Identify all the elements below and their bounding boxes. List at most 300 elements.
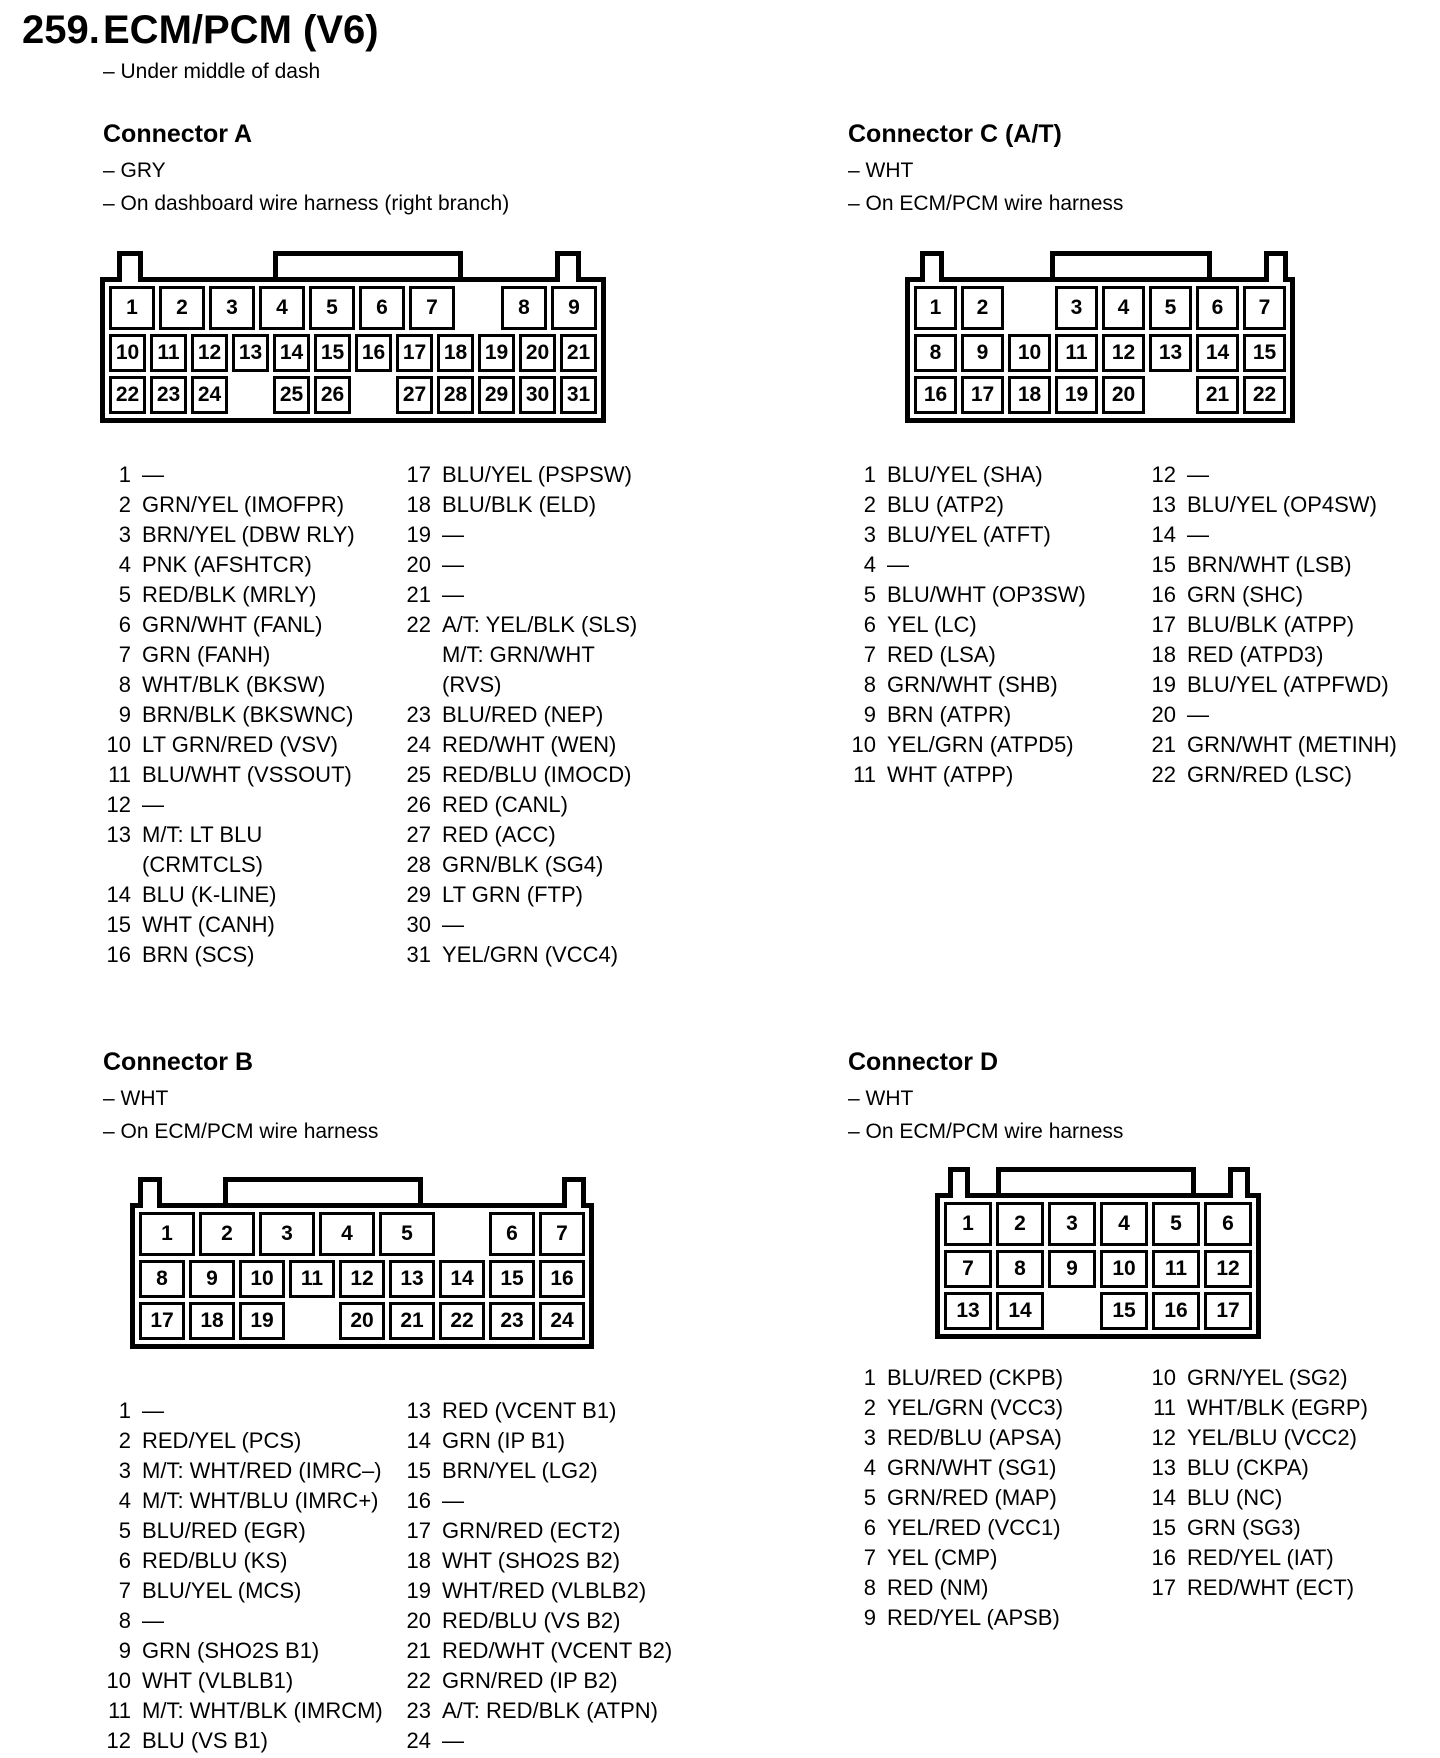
pin-wire-label: BRN/YEL (DBW RLY) xyxy=(142,522,355,547)
pin-wire-label: RED (ACC) xyxy=(442,822,556,847)
pin-wire-label: — xyxy=(442,582,464,607)
pin-wire-label: RED/WHT (ECT) xyxy=(1187,1575,1355,1600)
pin-entry-26 xyxy=(403,790,637,820)
connector-d-diagram xyxy=(935,1193,1261,1339)
location-note: – Under middle of dash xyxy=(103,60,321,83)
pin-entry-3 xyxy=(848,1423,1148,1453)
pin-cell-3: 3 xyxy=(209,286,255,330)
connector-b-outline xyxy=(130,1203,594,1349)
pin-entry-27 xyxy=(403,820,637,850)
pin-cell-16: 16 xyxy=(355,334,392,372)
pin-cell-18: 18 xyxy=(189,1302,235,1340)
pin-wire-label: GRN (FANH) xyxy=(142,642,271,667)
pin-cell-9: 9 xyxy=(961,334,1004,372)
pin-entry-18 xyxy=(403,1546,672,1576)
pin-entry-30 xyxy=(403,910,637,940)
pin-cell-3: 3 xyxy=(1055,286,1098,330)
pin-entry-12 xyxy=(103,1726,403,1756)
pin-cell-23: 23 xyxy=(150,376,187,414)
pin-wire-label: PNK (AFSHTCR) xyxy=(142,552,312,577)
pin-gap xyxy=(1149,376,1192,414)
pin-number: 1 xyxy=(118,1398,131,1423)
pin-number: 3 xyxy=(863,522,876,547)
pin-entry-14 xyxy=(403,1426,672,1456)
pin-cell-20: 20 xyxy=(339,1302,385,1340)
pin-cell-1: 1 xyxy=(109,286,155,330)
connector-harness-note: – On ECM/PCM wire harness xyxy=(848,1120,1124,1143)
pin-entry-8 xyxy=(103,1606,403,1636)
pin-wire-label: BLU/YEL (ATFT) xyxy=(887,522,1051,547)
pin-number: 23 xyxy=(406,702,431,727)
keying-notch-left xyxy=(117,251,143,282)
pin-number: 4 xyxy=(118,552,131,577)
pin-entry-4 xyxy=(103,1486,403,1516)
pin-cell-10: 10 xyxy=(1100,1250,1148,1288)
pin-number: 9 xyxy=(863,702,876,727)
pin-number: 1 xyxy=(118,462,131,487)
pin-cell-11: 11 xyxy=(150,334,187,372)
pin-wire-label: BLU/BLK (ATPP) xyxy=(1187,612,1355,637)
pin-wire-label: BLU/YEL (MCS) xyxy=(142,1578,302,1603)
pin-gap xyxy=(439,1212,485,1256)
pin-wire-label: M/T: WHT/BLK (IMRCM) xyxy=(142,1698,383,1723)
connector-a-notes xyxy=(103,159,688,216)
pin-wire-label: GRN/WHT (METINH) xyxy=(1187,732,1397,757)
pin-grid-row xyxy=(139,1260,585,1298)
pin-number: 9 xyxy=(118,1638,131,1663)
pin-wire-label: LT GRN (FTP) xyxy=(442,882,583,907)
pin-cell-5: 5 xyxy=(379,1212,435,1256)
pin-cell-15: 15 xyxy=(1243,334,1286,372)
pin-entry-17 xyxy=(403,460,637,490)
connector-a-heading: Connector A xyxy=(103,120,253,148)
pin-entry-14 xyxy=(103,880,403,910)
pin-entry-21 xyxy=(403,1636,672,1666)
pin-number: 8 xyxy=(118,672,131,697)
pin-number: 7 xyxy=(863,1545,876,1570)
pin-number: 2 xyxy=(118,492,131,517)
pin-cell-13: 13 xyxy=(1149,334,1192,372)
pin-cell-15: 15 xyxy=(1100,1292,1148,1330)
pin-entry-7 xyxy=(848,1543,1148,1573)
pin-number: 24 xyxy=(406,1728,431,1753)
pin-number: 7 xyxy=(118,642,131,667)
pin-number: 17 xyxy=(406,1518,431,1543)
pin-number: 18 xyxy=(406,1548,431,1573)
pin-cell-10: 10 xyxy=(239,1260,285,1298)
connector-c-section xyxy=(848,120,1433,787)
pin-grid xyxy=(139,1212,585,1340)
pin-cell-15: 15 xyxy=(489,1260,535,1298)
pin-cell-17: 17 xyxy=(961,376,1004,414)
pin-entry-10 xyxy=(103,1666,403,1696)
connector-c-notes xyxy=(848,159,1433,216)
pin-wire-label: M/T: LT BLU (CRMTCLS) xyxy=(142,822,263,877)
pin-cell-4: 4 xyxy=(1100,1202,1148,1246)
pin-number: 9 xyxy=(863,1605,876,1630)
pin-number: 27 xyxy=(406,822,431,847)
pin-wire-label: BRN (ATPR) xyxy=(887,702,1012,727)
pin-entry-16 xyxy=(403,1486,672,1516)
pin-grid-row xyxy=(109,286,597,330)
pin-cell-17: 17 xyxy=(1204,1292,1252,1330)
pin-wire-label: RED/BLU (VS B2) xyxy=(442,1608,621,1633)
pin-number: 2 xyxy=(863,1395,876,1420)
pin-entry-9 xyxy=(103,700,403,730)
pin-cell-14: 14 xyxy=(996,1292,1044,1330)
pin-entry-8 xyxy=(848,1573,1148,1603)
connector-color-note: – WHT xyxy=(848,159,914,182)
pin-entry-5 xyxy=(848,580,1148,610)
pin-number: 16 xyxy=(1151,582,1176,607)
pin-number: 16 xyxy=(106,942,131,967)
pin-entry-1 xyxy=(103,1396,403,1426)
pin-entry-8 xyxy=(848,670,1148,700)
pin-wire-label: WHT/BLK (EGRP) xyxy=(1187,1395,1368,1420)
pin-number: 3 xyxy=(118,522,131,547)
pin-number: 19 xyxy=(406,522,431,547)
pin-entry-22 xyxy=(403,610,637,700)
pin-entry-9 xyxy=(848,700,1148,730)
pin-grid-row xyxy=(109,376,597,414)
pin-number: 15 xyxy=(1151,552,1176,577)
pin-entry-9 xyxy=(848,1603,1148,1633)
pin-grid-row xyxy=(139,1302,585,1340)
pin-entry-15 xyxy=(103,910,403,940)
pin-entry-20 xyxy=(403,550,637,580)
connector-harness-note: – On dashboard wire harness (right branch) xyxy=(103,192,510,215)
pin-entry-25 xyxy=(403,760,637,790)
pin-entry-6 xyxy=(848,1513,1148,1543)
pin-cell-5: 5 xyxy=(1152,1202,1200,1246)
pin-wire-label: BRN/YEL (LG2) xyxy=(442,1458,598,1483)
pin-wire-label: — xyxy=(1187,462,1209,487)
pin-wire-label: GRN (SHO2S B1) xyxy=(142,1638,320,1663)
pin-entry-13 xyxy=(403,1396,672,1426)
pin-number: 15 xyxy=(1151,1515,1176,1540)
pin-wire-label: RED (VCENT B1) xyxy=(442,1398,617,1423)
pin-cell-21: 21 xyxy=(389,1302,435,1340)
pin-number: 28 xyxy=(406,852,431,877)
pin-wire-label: WHT (SHO2S B2) xyxy=(442,1548,621,1573)
pin-cell-2: 2 xyxy=(199,1212,255,1256)
pin-number: 11 xyxy=(853,762,876,787)
pin-entry-13 xyxy=(1148,1453,1368,1483)
pin-cell-9: 9 xyxy=(551,286,597,330)
pin-entry-1 xyxy=(848,460,1148,490)
pin-cell-2: 2 xyxy=(159,286,205,330)
pin-cell-8: 8 xyxy=(501,286,547,330)
pin-number: 22 xyxy=(406,1668,431,1693)
pin-entry-6 xyxy=(103,1546,403,1576)
connector-harness-note: – On ECM/PCM wire harness xyxy=(103,1120,379,1143)
pin-cell-6: 6 xyxy=(1196,286,1239,330)
pin-wire-label: RED/BLK (MRLY) xyxy=(142,582,317,607)
pin-number: 3 xyxy=(863,1425,876,1450)
pin-wire-label: WHT (CANH) xyxy=(142,912,275,937)
pin-cell-22: 22 xyxy=(1243,376,1286,414)
pin-cell-5: 5 xyxy=(309,286,355,330)
keying-notch-right xyxy=(1228,1167,1250,1198)
pin-cell-20: 20 xyxy=(1102,376,1145,414)
pin-wire-label: RED/WHT (VCENT B2) xyxy=(442,1638,673,1663)
pin-grid-row xyxy=(914,376,1286,414)
pin-wire-label: A/T: RED/BLK (ATPN) xyxy=(442,1698,658,1723)
pin-number: 19 xyxy=(406,1578,431,1603)
pin-entry-17 xyxy=(1148,1573,1368,1603)
pin-number: 10 xyxy=(106,732,131,757)
pin-wire-label: YEL (CMP) xyxy=(887,1545,998,1570)
pin-entry-11 xyxy=(848,760,1148,790)
pin-wire-label: GRN (SG3) xyxy=(1187,1515,1301,1540)
pin-grid xyxy=(944,1202,1252,1330)
pin-entry-19 xyxy=(403,520,637,550)
pin-number: 13 xyxy=(1151,492,1176,517)
pin-wire-label: — xyxy=(442,552,464,577)
pin-number: 6 xyxy=(118,1548,131,1573)
pin-number: 20 xyxy=(406,552,431,577)
pin-cell-7: 7 xyxy=(944,1250,992,1288)
pin-entry-17 xyxy=(1148,610,1397,640)
pin-number: 13 xyxy=(406,1398,431,1423)
connector-c-heading: Connector C (A/T) xyxy=(848,120,1062,148)
page-title xyxy=(22,8,379,53)
pin-entry-31 xyxy=(403,940,637,970)
pin-list-left xyxy=(848,460,1148,790)
pin-entry-16 xyxy=(1148,1543,1368,1573)
pin-gap xyxy=(289,1302,335,1340)
pin-cell-4: 4 xyxy=(259,286,305,330)
pin-number: 20 xyxy=(1151,702,1176,727)
keying-notch-left xyxy=(138,1177,162,1208)
pin-entry-10 xyxy=(103,730,403,760)
pin-wire-label: RED/WHT (WEN) xyxy=(442,732,617,757)
pin-cell-22: 22 xyxy=(439,1302,485,1340)
pin-list-right xyxy=(403,460,637,970)
pin-number: 9 xyxy=(118,702,131,727)
pin-entry-19 xyxy=(403,1576,672,1606)
pin-cell-18: 18 xyxy=(1008,376,1051,414)
pin-wire-label: BLU/WHT (VSSOUT) xyxy=(142,762,352,787)
keying-notch-right xyxy=(555,251,581,282)
pin-entry-1 xyxy=(103,460,403,490)
pin-grid-row xyxy=(914,286,1286,330)
pin-number: 14 xyxy=(1151,522,1176,547)
connector-color-note: – WHT xyxy=(103,1087,169,1110)
pin-wire-label: — xyxy=(442,1728,464,1753)
pin-cell-13: 13 xyxy=(232,334,269,372)
pin-entry-6 xyxy=(848,610,1148,640)
pin-cell-12: 12 xyxy=(1204,1250,1252,1288)
pin-number: 6 xyxy=(118,612,131,637)
connector-b-diagram xyxy=(130,1203,594,1349)
pin-cell-9: 9 xyxy=(189,1260,235,1298)
pin-entry-10 xyxy=(1148,1363,1368,1393)
pin-grid-row xyxy=(944,1292,1252,1330)
pin-cell-12: 12 xyxy=(1102,334,1145,372)
pin-cell-5: 5 xyxy=(1149,286,1192,330)
pin-entry-12 xyxy=(1148,460,1397,490)
pin-list-right xyxy=(1148,1363,1368,1633)
pin-entry-7 xyxy=(848,640,1148,670)
pin-number: 8 xyxy=(863,1575,876,1600)
pin-entry-20 xyxy=(403,1606,672,1636)
keying-notch-right xyxy=(562,1177,586,1208)
pin-cell-4: 4 xyxy=(319,1212,375,1256)
pin-wire-label: GRN/RED (IP B2) xyxy=(442,1668,618,1693)
pin-cell-22: 22 xyxy=(109,376,146,414)
pin-number: 5 xyxy=(118,1518,131,1543)
pin-number: 14 xyxy=(1151,1485,1176,1510)
pin-wire-label: BLU/RED (NEP) xyxy=(442,702,604,727)
pin-cell-11: 11 xyxy=(1152,1250,1200,1288)
pin-wire-label: — xyxy=(442,912,464,937)
connector-d-notes xyxy=(848,1087,1433,1144)
pin-cell-9: 9 xyxy=(1048,1250,1096,1288)
pin-entry-21 xyxy=(403,580,637,610)
pin-number: 5 xyxy=(863,582,876,607)
pin-wire-label: BLU/YEL (PSPSW) xyxy=(442,462,632,487)
pin-wire-label: WHT (ATPP) xyxy=(887,762,1014,787)
pin-wire-label: BLU/YEL (OP4SW) xyxy=(1187,492,1377,517)
pin-cell-14: 14 xyxy=(273,334,310,372)
pin-wire-label: RED/BLU (IMOCD) xyxy=(442,762,632,787)
connector-b-heading: Connector B xyxy=(103,1048,253,1076)
pin-number: 16 xyxy=(1151,1545,1176,1570)
pin-entry-13 xyxy=(103,820,403,880)
pin-cell-2: 2 xyxy=(961,286,1004,330)
pin-cell-19: 19 xyxy=(478,334,515,372)
pin-wire-label: GRN (SHC) xyxy=(1187,582,1304,607)
pin-number: 19 xyxy=(1151,672,1176,697)
pin-list-right xyxy=(1148,460,1397,790)
pin-wire-label: — xyxy=(442,522,464,547)
connector-c-diagram xyxy=(905,277,1295,423)
pin-entry-10 xyxy=(848,730,1148,760)
pin-cell-23: 23 xyxy=(489,1302,535,1340)
pin-cell-16: 16 xyxy=(1152,1292,1200,1330)
pin-number: 1 xyxy=(863,462,876,487)
pin-entry-2 xyxy=(103,490,403,520)
pin-wire-label: GRN/WHT (FANL) xyxy=(142,612,323,637)
pin-entry-14 xyxy=(1148,1483,1368,1513)
pin-entry-18 xyxy=(1148,640,1397,670)
pin-wire-label: WHT/BLK (BKSW) xyxy=(142,672,326,697)
pin-wire-label: — xyxy=(1187,522,1209,547)
pin-entry-23 xyxy=(403,700,637,730)
pin-wire-label: BLU (NC) xyxy=(1187,1485,1283,1510)
pin-number: 12 xyxy=(106,1728,131,1753)
pin-wire-label: RED/YEL (IAT) xyxy=(1187,1545,1334,1570)
pin-cell-20: 20 xyxy=(519,334,556,372)
pin-number: 17 xyxy=(406,462,431,487)
pin-number: 2 xyxy=(863,492,876,517)
pin-number: 11 xyxy=(1153,1395,1176,1420)
pin-wire-label: BLU (VS B1) xyxy=(142,1728,268,1753)
pin-entry-3 xyxy=(848,520,1148,550)
pin-number: 6 xyxy=(863,1515,876,1540)
pin-number: 4 xyxy=(118,1488,131,1513)
pin-number: 20 xyxy=(406,1608,431,1633)
pin-number: 12 xyxy=(1151,1425,1176,1450)
pin-cell-26: 26 xyxy=(314,376,351,414)
pin-wire-label: — xyxy=(142,1608,164,1633)
pin-grid-row xyxy=(109,334,597,372)
pin-number: 18 xyxy=(406,492,431,517)
pin-wire-label: BLU/WHT (OP3SW) xyxy=(887,582,1086,607)
pin-wire-label: — xyxy=(142,792,164,817)
pin-number: 15 xyxy=(106,912,131,937)
pin-cell-3: 3 xyxy=(259,1212,315,1256)
pin-wire-label: — xyxy=(142,462,164,487)
pin-number: 7 xyxy=(863,642,876,667)
connector-a-pin-list xyxy=(103,460,637,970)
connector-harness-note: – On ECM/PCM wire harness xyxy=(848,192,1124,215)
pin-wire-label: YEL/GRN (VCC3) xyxy=(887,1395,1064,1420)
pin-wire-label: RED (ATPD3) xyxy=(1187,642,1324,667)
pin-number: 7 xyxy=(118,1578,131,1603)
pin-wire-label: GRN/RED (MAP) xyxy=(887,1485,1057,1510)
pin-cell-11: 11 xyxy=(289,1260,335,1298)
pin-number: 12 xyxy=(106,792,131,817)
pin-cell-8: 8 xyxy=(914,334,957,372)
pin-entry-5 xyxy=(848,1483,1148,1513)
pin-wire-label: YEL/BLU (VCC2) xyxy=(1187,1425,1357,1450)
pin-cell-8: 8 xyxy=(139,1260,185,1298)
keying-bridge xyxy=(223,1177,423,1203)
pin-cell-28: 28 xyxy=(437,376,474,414)
pin-entry-22 xyxy=(1148,760,1397,790)
pin-number: 25 xyxy=(406,762,431,787)
pin-number: 21 xyxy=(406,582,431,607)
pin-wire-label: BLU/BLK (ELD) xyxy=(442,492,597,517)
pin-entry-5 xyxy=(103,1516,403,1546)
pin-cell-6: 6 xyxy=(489,1212,535,1256)
pin-entry-24 xyxy=(403,1726,672,1756)
pin-number: 2 xyxy=(118,1428,131,1453)
pin-wire-label: BRN (SCS) xyxy=(142,942,255,967)
pin-entry-2 xyxy=(103,1426,403,1456)
pin-cell-1: 1 xyxy=(139,1212,195,1256)
connector-b-notes xyxy=(103,1087,688,1144)
connector-b-pin-list xyxy=(103,1396,672,1756)
connector-color-note: – GRY xyxy=(103,159,166,182)
pin-number: 26 xyxy=(406,792,431,817)
connector-color-note: – WHT xyxy=(848,1087,914,1110)
pin-gap xyxy=(355,376,392,414)
section-number: 259. xyxy=(22,8,100,52)
pin-cell-29: 29 xyxy=(478,376,515,414)
pin-number: 10 xyxy=(106,1668,131,1693)
pin-gap xyxy=(1008,286,1051,330)
pin-cell-3: 3 xyxy=(1048,1202,1096,1246)
pin-cell-24: 24 xyxy=(539,1302,585,1340)
pin-list-left xyxy=(103,1396,403,1756)
pin-entry-6 xyxy=(103,610,403,640)
pin-number: 18 xyxy=(1151,642,1176,667)
connector-a-section xyxy=(103,120,688,967)
pin-wire-label: BRN/WHT (LSB) xyxy=(1187,552,1352,577)
connector-c-outline xyxy=(905,277,1295,423)
pin-wire-label: M/T: WHT/BLU (IMRC+) xyxy=(142,1488,379,1513)
pin-entry-3 xyxy=(103,520,403,550)
pin-cell-2: 2 xyxy=(996,1202,1044,1246)
pin-entry-20 xyxy=(1148,700,1397,730)
pin-cell-15: 15 xyxy=(314,334,351,372)
pin-wire-label: GRN/RED (ECT2) xyxy=(442,1518,621,1543)
pin-cell-7: 7 xyxy=(409,286,455,330)
pin-number: 16 xyxy=(406,1488,431,1513)
